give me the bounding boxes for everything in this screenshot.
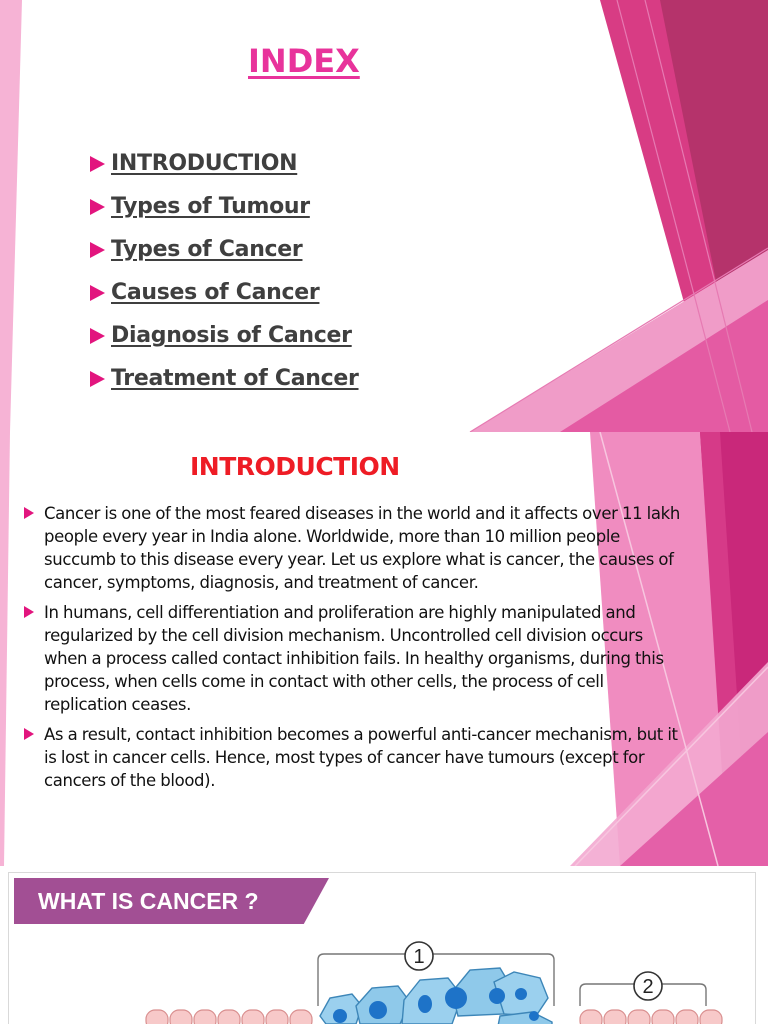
index-link[interactable]: Types of Tumour (111, 194, 310, 219)
index-link[interactable]: Types of Cancer (111, 237, 303, 262)
callout-1 (405, 942, 433, 970)
triangle-bullet-icon (90, 371, 105, 387)
index-title: INDEX (248, 42, 360, 80)
triangle-bullet-icon (90, 199, 105, 215)
index-link[interactable]: INTRODUCTION (111, 151, 298, 176)
intro-paragraph (22, 723, 682, 792)
triangle-bullet-icon (90, 328, 105, 344)
triangle-bullet-icon (24, 728, 34, 740)
index-item-introduction[interactable] (90, 142, 359, 185)
callout-2 (634, 972, 662, 1000)
index-item-causes-of-cancer[interactable] (90, 271, 359, 314)
callout-2-label: 2 (642, 976, 654, 998)
callout-1-label: 1 (413, 946, 425, 968)
what-is-cancer-title: WHAT IS CANCER ? (38, 888, 259, 914)
index-item-types-of-tumour[interactable] (90, 185, 359, 228)
intro-paragraph (22, 502, 682, 594)
index-item-types-of-cancer[interactable] (90, 228, 359, 271)
index-list (90, 142, 359, 400)
what-is-cancer-slide (0, 866, 768, 1024)
triangle-bullet-icon (24, 507, 34, 519)
cancer-cells-diagram (0, 866, 768, 1024)
index-item-diagnosis-of-cancer[interactable] (90, 314, 359, 357)
intro-paragraph-text: In humans, cell differentiation and proliferation are highly manipulated and regularized by the cell division mechanism. Uncontrolled cell division occurs when a process called contact inhibition fails. In healthy organisms, during this process, when cells come in contact with other cells, the process of cell replication ceases. (44, 603, 664, 714)
index-link[interactable]: Diagnosis of Cancer (111, 323, 352, 348)
cancer-cell-cluster (320, 968, 552, 1024)
triangle-bullet-icon (90, 242, 105, 258)
triangle-bullet-icon (24, 606, 34, 618)
introduction-title: INTRODUCTION (190, 452, 400, 481)
intro-paragraph-text: Cancer is one of the most feared diseases in the world and it affects over 11 lakh people every year in India alone. Worldwide, more than 10 million people succumb to this disease every year. Let us explore what is cancer, the causes of cancer, symptoms, diagnosis, and treatment of cancer. (44, 504, 680, 592)
index-link[interactable]: Treatment of Cancer (111, 366, 359, 391)
intro-paragraph-text: As a result, contact inhibition becomes a powerful anti-cancer mechanism, but it is lost in cancer cells. Hence, most types of cancer have tumours (except for cancers of the blood). (44, 725, 678, 790)
introduction-slide (0, 432, 768, 866)
index-item-treatment-of-cancer[interactable] (90, 357, 359, 400)
introduction-list (22, 502, 682, 799)
triangle-bullet-icon (90, 285, 105, 301)
index-slide (0, 0, 768, 432)
triangle-bullet-icon (90, 156, 105, 172)
index-link[interactable]: Causes of Cancer (111, 280, 320, 305)
intro-paragraph (22, 601, 682, 716)
